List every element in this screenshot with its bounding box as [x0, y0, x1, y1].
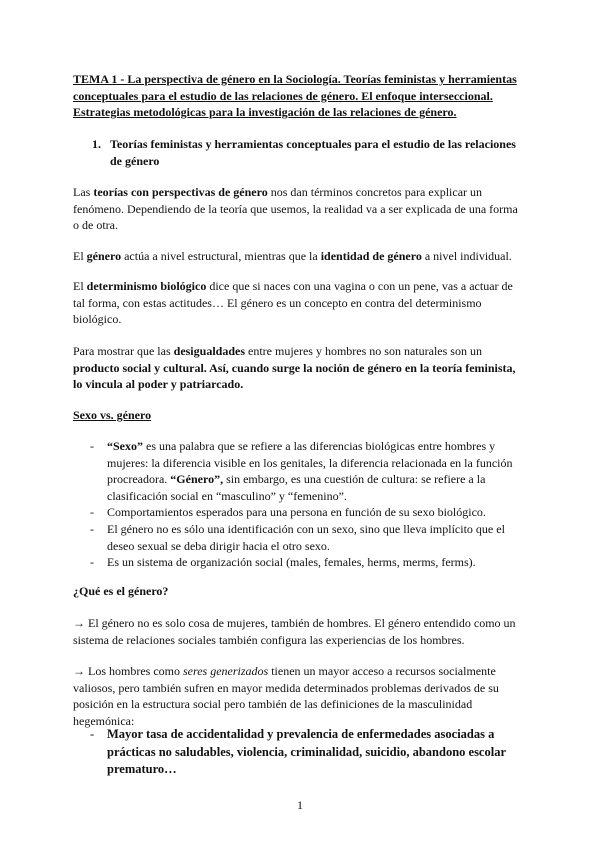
section-title: Teorías feministas y herramientas conceptuales para el estudio de las relaciones de género	[110, 137, 516, 168]
paragraph-desigualdades: Para mostrar que las desigualdades entre mujeres y hombres no son naturales son un producto social y cultural. Así, cuando surge la noción de género en la teoría feminista, lo vincula al poder y patriarcado.	[73, 344, 516, 392]
term-teorias: teorías con perspectivas de género	[93, 185, 268, 199]
document-title: TEMA 1 - La perspectiva de género en la Sociología. Teorías feministas y herramientas conceptuales para el estudio de las relaciones de género. El enfoque interseccional. Estrategias metodológicas para la investigación de las relaciones de género.	[73, 72, 517, 120]
term-genero: género	[86, 249, 122, 263]
section-heading-1	[92, 136, 522, 169]
paragraph-hombres-genero: → El género no es solo cosa de mujeres, también de hombres. El género entendido como un sistema de relaciones sociales también configura las experiencias de los hombres.	[73, 616, 516, 647]
list-item: - Comportamientos esperados para una persona en función de su sexo biológico.	[90, 505, 486, 520]
paragraph-genero: El género actúa a nivel estructural, mientras que la identidad de género a nivel individual.	[73, 249, 512, 263]
list-item: - Es un sistema de organización social (males, females, herms, merms, ferms).	[90, 555, 476, 570]
term-producto-social: producto social y cultural. Así, cuando surge la noción de género en la teoría feminista, lo vincula al poder y patriarcado.	[73, 360, 516, 392]
term-identidad: identidad de género	[320, 249, 422, 263]
subheading-sexo-genero: Sexo vs. género	[73, 408, 152, 422]
paragraph-seres-generizados: → Los hombres como seres generizados tienen un mayor acceso a recursos socialmente valiosos, pero también sufren en mayor medida determinados problemas derivados de su posición en la estructura social pero también de las definiciones de la masculinidad hegemónica:	[73, 664, 499, 728]
paragraph-determinismo: El determinismo biológico dice que si naces con una vagina o con un pene, vas a actuar de tal forma, con estas actitudes… El género es un concepto en contra del determinismo biológico.	[73, 279, 513, 327]
section-number: 1.	[92, 137, 101, 151]
list-item: - “Sexo” es una palabra que se refiere a las diferencias biológicas entre hombres y mujeres: la diferencia visible en los genitales, la diferencia relacionada en la función procreadora. “Género”, sin embargo, es una cuestión de cultura: se refiere a la clasificación social en “masculino” y “femenino”.	[90, 439, 513, 503]
heading-que-es-genero: ¿Qué es el género?	[73, 584, 169, 598]
list-sexo-genero	[73, 438, 519, 571]
list-problemas	[73, 726, 519, 779]
term-desigualdades: desigualdades	[173, 344, 245, 358]
list-item: - El género no es sólo una identificación con un sexo, sino que lleva implícito que el deseo sexual se deba dirigir hacia el otro sexo.	[90, 521, 505, 553]
term-determinismo: determinismo biológico	[86, 279, 207, 293]
paragraph-teorias: Las teorías con perspectivas de género nos dan términos concretos para explicar un fenómeno. Dependiendo de la teoría que usemos, la realidad va a ser explicada de una forma o de otra.	[73, 185, 518, 233]
term-seres-generizados: seres generizados	[183, 664, 269, 678]
list-item: - Mayor tasa de accidentalidad y prevalencia de enfermedades asociadas a prácticas no saludables, violencia, criminalidad, suicidio, abandono escolar prematuro…	[90, 727, 506, 776]
page-number: 1	[297, 798, 303, 812]
